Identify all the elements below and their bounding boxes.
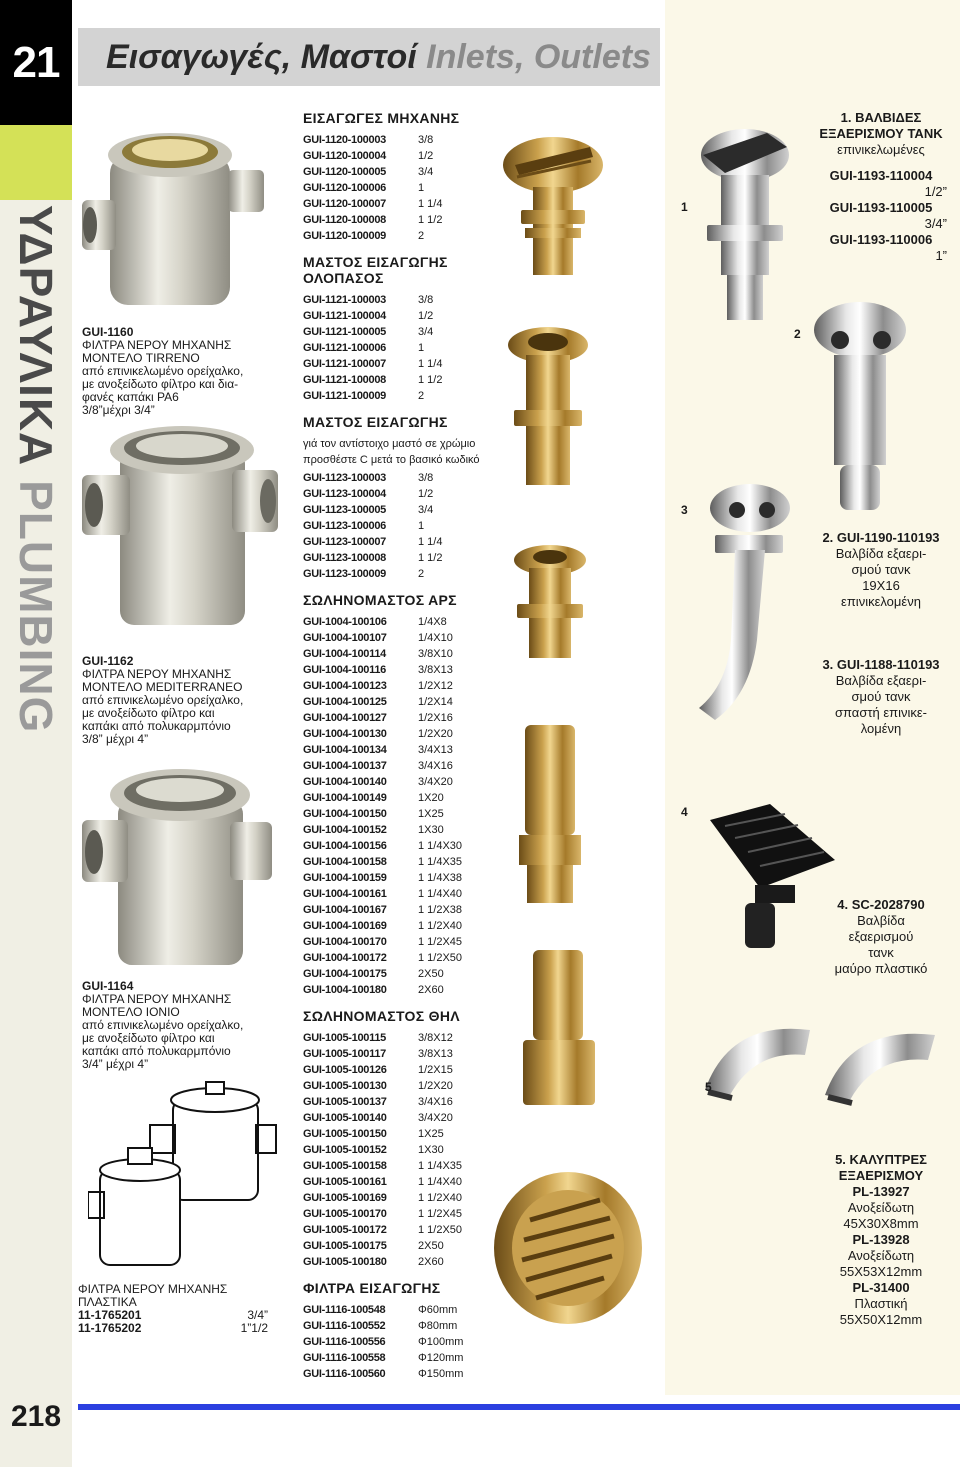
product-code: GUI-1005-100126 [303,1064,387,1076]
code-row [303,710,503,726]
section-title: ΜΑΣΤΟΣ ΕΙΣΑΓΩΓΗΣ [303,414,448,430]
page-title-latin: Inlets, Outlets [426,38,651,76]
product-size: 2X60 [418,984,444,996]
code-row [303,1206,503,1222]
product-code: GUI-1005-100172 [303,1224,387,1236]
product-size: 1X30 [418,824,444,836]
code-row [303,918,503,934]
product-size: 1/2X15 [418,1064,453,1076]
code-row [303,486,503,502]
tank-vent-image-3 [695,480,795,725]
product-code: GUI-1004-100158 [303,856,387,868]
code-row [303,324,503,340]
code-row [303,196,503,212]
product-code: GUI-1120-100005 [303,166,386,178]
code-row [303,180,503,196]
product-size: 1/2 [418,488,434,500]
code-row [303,502,503,518]
product-code: GUI-1005-100169 [303,1192,387,1204]
code-row [303,822,503,838]
product-size: 1 1/2X50 [418,952,463,964]
code-row [303,950,503,966]
filter-mediterraneo-image [80,420,280,635]
product-size: 1 1/4X40 [418,888,463,900]
code-row [303,228,503,244]
marker-4: 4 [681,805,688,819]
hose-nipple-female-image [515,940,605,1110]
product-code: GUI-1120-100004 [303,150,386,162]
product-size: 2X60 [418,1256,444,1268]
code-row [303,1254,503,1270]
product-code: GUI-1004-100137 [303,760,387,772]
product-code: GUI-1005-100170 [303,1208,387,1220]
product-size: 1 1/4 [418,536,443,548]
product-size: 3/4X16 [418,760,453,772]
code-row [303,678,503,694]
product-code: GUI-1120-100007 [303,198,386,210]
product-code: GUI-1004-100175 [303,968,387,980]
product-size: 2 [418,390,425,402]
code-list [303,110,503,1382]
code-row [303,870,503,886]
product-size: 3/4 [418,326,434,338]
code-row [303,164,503,180]
product-code: GUI-1004-100107 [303,632,387,644]
product-code: GUI-1004-100127 [303,712,387,724]
product-size: 1 1/2 [418,552,443,564]
marker-5: 5 [705,1080,712,1094]
product-code: GUI-1004-100159 [303,872,387,884]
product-code: GUI-1004-100169 [303,920,387,932]
product-size: 1 [418,342,425,354]
product-size: 3/8X10 [418,648,453,660]
product-size: Φ120mm [418,1352,464,1364]
caption-gui-1190: 2. GUI-1190-110193 Βαλβίδα εξαερι- σμού τανκ 19X16 επινικελομένη [822,530,940,609]
section-title: ΦΙΛΤΡΑ ΕΙΣΑΓΩΓΗΣ [303,1280,441,1296]
caption-tank-vent-valves: 1. ΒΑΛΒΙΔΕΣ ΕΞΑΕΡΙΣΜΟΥ ΤΑΝΚ επινικελωμένες GUI-1193-110004 1/2” GUI-1193-110005 3/4” GUI-1193-110006 1” [819,110,947,263]
chapter-vertical-title [8,205,64,733]
code-row [303,292,503,308]
code-row [303,212,503,228]
code-row [303,470,503,486]
code-row [303,1174,503,1190]
product-size: 1 [418,182,425,194]
product-size: 2X50 [418,1240,444,1252]
code-row [303,388,503,404]
product-code: GUI-1123-100006 [303,520,386,532]
product-code: GUI-1005-100130 [303,1080,387,1092]
product-size: 3/4X20 [418,776,453,788]
caption-gui-1160: GUI-1160 ΦΙΛΤΡΑ ΝΕΡΟΥ ΜΗΧΑΝΗΣ ΜΟΝΤΕΛΟ TIRRENO από επινικελωμένο ορείχαλκο, με ανοξείδωτο φίλτρο και δια- φανές καπάκι PA6 3/8”μέχρι 3/4” [82,325,244,417]
section-title: ΜΑΣΤΟΣ ΕΙΣΑΓΩΓΗΣ ΟΛΟΠΑΣΟΣ [303,254,448,286]
product-size: 1X25 [418,1128,444,1140]
product-code: GUI-1121-100004 [303,310,386,322]
section-title: ΣΩΛΗΝΟΜΑΣΤΟΣ ΑΡΣ [303,592,457,608]
code-row [303,1318,503,1334]
product-code: GUI-1005-100180 [303,1256,387,1268]
code-row [303,1142,503,1158]
code-row [303,886,503,902]
product-code: GUI-1121-100009 [303,390,386,402]
product-code: GUI-1004-100114 [303,648,386,660]
product-size: 1/4X10 [418,632,453,644]
product-code: GUI-1004-100170 [303,936,387,948]
code-row [303,966,503,982]
code-row [303,1110,503,1126]
page-title-greek: Εισαγωγές, Μαστοί [106,38,417,76]
inlet-strainer-image [490,1170,645,1330]
product-code: GUI-1120-100003 [303,134,386,146]
product-size: 3/8 [418,134,434,146]
product-size: 1 1/4X38 [418,872,463,884]
code-row [303,566,503,582]
product-size: 1 [418,520,425,532]
section-title: ΕΙΣΑΓΩΓΕΣ ΜΗΧΑΝΗΣ [303,110,460,126]
product-size: Φ150mm [418,1368,464,1380]
product-size: 1 1/4X35 [418,1160,463,1172]
code-row [303,1366,503,1382]
product-code: GUI-1123-100005 [303,504,386,516]
marker-3: 3 [681,503,688,517]
product-code: GUI-1004-100180 [303,984,387,996]
code-row [303,550,503,566]
bottom-rule [78,1404,960,1410]
code-row [303,614,503,630]
product-size: 1 1/2X40 [418,920,463,932]
code-row [303,1238,503,1254]
product-code: GUI-1116-100548 [303,1304,386,1316]
product-size: Φ100mm [418,1336,464,1348]
product-code: GUI-1116-100552 [303,1320,386,1332]
plastic-filter-row: 11-1765202 1”1/2 [78,1321,268,1335]
product-code: GUI-1005-100158 [303,1160,387,1172]
chapter-title-greek: ΥΔΡΑΥΛΙΚΑ [10,205,62,467]
plastic-filter-row: 11-1765201 3/4” [78,1308,268,1322]
product-code: GUI-1004-100140 [303,776,387,788]
product-code: GUI-1116-100558 [303,1352,386,1364]
product-code: GUI-1004-100125 [303,696,387,708]
code-row [303,372,503,388]
code-row [303,838,503,854]
code-row [303,1190,503,1206]
product-code: GUI-1123-100009 [303,568,386,580]
chapter-number: 21 [0,0,72,125]
marker-1: 1 [681,200,688,214]
code-row [303,774,503,790]
code-row [303,518,503,534]
plastic-filter-drawing [88,1080,278,1275]
product-code: GUI-1005-100137 [303,1096,387,1108]
product-code: GUI-1123-100004 [303,488,386,500]
product-size: 3/8 [418,472,434,484]
product-code: GUI-1004-100156 [303,840,387,852]
product-size: 3/4X13 [418,744,453,756]
product-code: GUI-1116-100556 [303,1336,386,1348]
code-row [303,742,503,758]
product-code: GUI-1005-100150 [303,1128,387,1140]
product-size: 3/8 [418,294,434,306]
code-row [303,534,503,550]
product-size: 1 1/4 [418,358,443,370]
code-row [303,308,503,324]
product-size: 2 [418,568,425,580]
product-code: GUI-1123-100008 [303,552,386,564]
product-size: 3/4 [418,504,434,516]
product-code: GUI-1121-100005 [303,326,386,338]
product-code: GUI-1120-100006 [303,182,386,194]
code-row [303,148,503,164]
product-code: GUI-1004-100149 [303,792,387,804]
code-row [303,1078,503,1094]
product-code: GUI-1004-100130 [303,728,387,740]
product-code: GUI-1123-100003 [303,472,386,484]
product-code: GUI-1005-100140 [303,1112,387,1124]
inlet-nipple-image [505,540,595,660]
code-row [303,646,503,662]
product-code: GUI-1116-100560 [303,1368,386,1380]
code-row [303,1046,503,1062]
caption-vent-covers: 5. ΚΑΛΥΠΤΡΕΣ ΕΞΑΕΡΙΣΜΟΥ PL-13927 Ανοξείδωτη 45X30X8mm PL-13928 Ανοξείδωτη 55X53X12mm PL-31400 Πλαστική 55X50X12mm [835,1152,927,1327]
code-row [303,854,503,870]
code-row [303,1302,503,1318]
product-size: 3/4X20 [418,1112,453,1124]
product-code: GUI-1120-100008 [303,214,386,226]
caption-sc-2028790: 4. SC-2028790 Βαλβίδα εξαερισμού τανκ μαύρο πλαστικό [834,897,928,976]
code-row [303,758,503,774]
product-size: 1 1/4X30 [418,840,463,852]
code-row [303,132,503,148]
marker-2: 2 [794,327,801,341]
code-row [303,694,503,710]
section-title: ΣΩΛΗΝΟΜΑΣΤΟΣ ΘΗΛ [303,1008,460,1024]
product-size: 1/2X20 [418,1080,453,1092]
product-code: GUI-1120-100009 [303,230,386,242]
product-size: 2 [418,230,425,242]
code-row [303,1158,503,1174]
product-code: GUI-1004-100152 [303,824,387,836]
caption-gui-1188: 3. GUI-1188-110193 Βαλβίδα εξαερι- σμού τανκ σπαστή επινικε- λομένη [822,657,940,736]
product-code: GUI-1004-100167 [303,904,387,916]
code-row [303,726,503,742]
product-size: 1 1/4X40 [418,1176,463,1188]
product-code: GUI-1004-100134 [303,744,387,756]
product-size: 1/2X14 [418,696,453,708]
code-row [303,934,503,950]
code-row [303,662,503,678]
product-size: 1 1/2X45 [418,1208,463,1220]
product-size: 3/8X13 [418,1048,453,1060]
page-title [106,38,651,77]
product-code: GUI-1005-100117 [303,1048,386,1060]
product-code: GUI-1005-100175 [303,1240,387,1252]
product-code: GUI-1005-100161 [303,1176,387,1188]
product-size: 3/4X16 [418,1096,453,1108]
caption-plastic-filters: ΦΙΛΤΡΑ ΝΕΡΟΥ ΜΗΧΑΝΗΣ ΠΛΑΣΤΙΚΑ 11-1765201 3/4” 11-1765202 1”1/2 [78,1282,268,1335]
chapter-accent [0,125,72,200]
product-size: 1 1/2X40 [418,1192,463,1204]
product-code: GUI-1121-100007 [303,358,386,370]
product-size: 1X30 [418,1144,444,1156]
product-size: 1 1/2 [418,214,443,226]
product-size: 3/8X12 [418,1032,453,1044]
caption-gui-1164: GUI-1164 ΦΙΛΤΡΑ ΝΕΡΟΥ ΜΗΧΑΝΗΣ ΜΟΝΤΕΛΟ IONIO από επινικελωμένο ορείχαλκο, με ανοξείδωτο φίλτρο και καπάκι από πολυκαρμπόνιο 3/4” μέχρι 4” [82,979,244,1071]
product-code: GUI-1004-100123 [303,680,387,692]
product-code: GUI-1005-100115 [303,1032,386,1044]
product-size: 3/4 [418,166,434,178]
code-row [303,1126,503,1142]
product-size: Φ60mm [418,1304,458,1316]
product-size: 1/2 [418,310,434,322]
tank-vent-image-1 [695,125,795,325]
code-row [303,1222,503,1238]
caption-gui-1162: GUI-1162 ΦΙΛΤΡΑ ΝΕΡΟΥ ΜΗΧΑΝΗΣ ΜΟΝΤΕΛΟ MEDITERRANEO από επινικελωμένο ορείχαλκο, με ανοξείδωτο φίλτρο και καπάκι από πολυκαρμπόνιο 3/8” μέχρι 4” [82,654,244,746]
product-size: 2X50 [418,968,444,980]
filter-tirreno-image [80,110,270,310]
product-size: 1/4X8 [418,616,447,628]
product-size: 1 1/4X35 [418,856,463,868]
product-code: GUI-1004-100106 [303,616,387,628]
product-size: 1 1/4 [418,198,443,210]
product-size: 3/8X13 [418,664,453,676]
code-row [303,1030,503,1046]
page-number: 218 [10,1400,62,1433]
code-row [303,1062,503,1078]
product-size: 1 1/2X38 [418,904,463,916]
product-size: 1X25 [418,808,444,820]
full-flow-inlet-image [500,320,595,490]
code-row [303,340,503,356]
filter-ionio-image [80,760,275,970]
code-row [303,1094,503,1110]
product-size: Φ80mm [418,1320,458,1332]
code-row [303,1334,503,1350]
code-row [303,630,503,646]
engine-inlet-image [495,125,605,280]
chapter-title-latin: PLUMBING [10,480,62,734]
product-code: GUI-1121-100006 [303,342,386,354]
code-row [303,790,503,806]
hose-nipple-male-image [515,715,585,905]
product-code: GUI-1121-100003 [303,294,386,306]
product-size: 1 1/2X45 [418,936,463,948]
section-note: γιά τον αντίστοιχο μαστό σε χρώμιο προσθέστε C μετά το βασικό κωδικό [303,438,480,466]
product-code: GUI-1004-100116 [303,664,386,676]
product-size: 1 1/2X50 [418,1224,463,1236]
code-row [303,356,503,372]
product-size: 1 1/2 [418,374,443,386]
code-row [303,982,503,998]
product-size: 1/2X20 [418,728,453,740]
tank-vent-image-2 [810,300,910,515]
code-row [303,1350,503,1366]
product-code: GUI-1005-100152 [303,1144,387,1156]
vent-cover-images [700,1010,940,1110]
product-code: GUI-1123-100007 [303,536,386,548]
product-size: 1/2X16 [418,712,453,724]
product-code: GUI-1004-100172 [303,952,387,964]
product-code: GUI-1004-100161 [303,888,387,900]
code-row [303,902,503,918]
product-code: GUI-1121-100008 [303,374,386,386]
product-size: 1X20 [418,792,444,804]
product-size: 1/2 [418,150,434,162]
product-size: 1/2X12 [418,680,453,692]
code-row [303,806,503,822]
product-code: GUI-1004-100150 [303,808,387,820]
